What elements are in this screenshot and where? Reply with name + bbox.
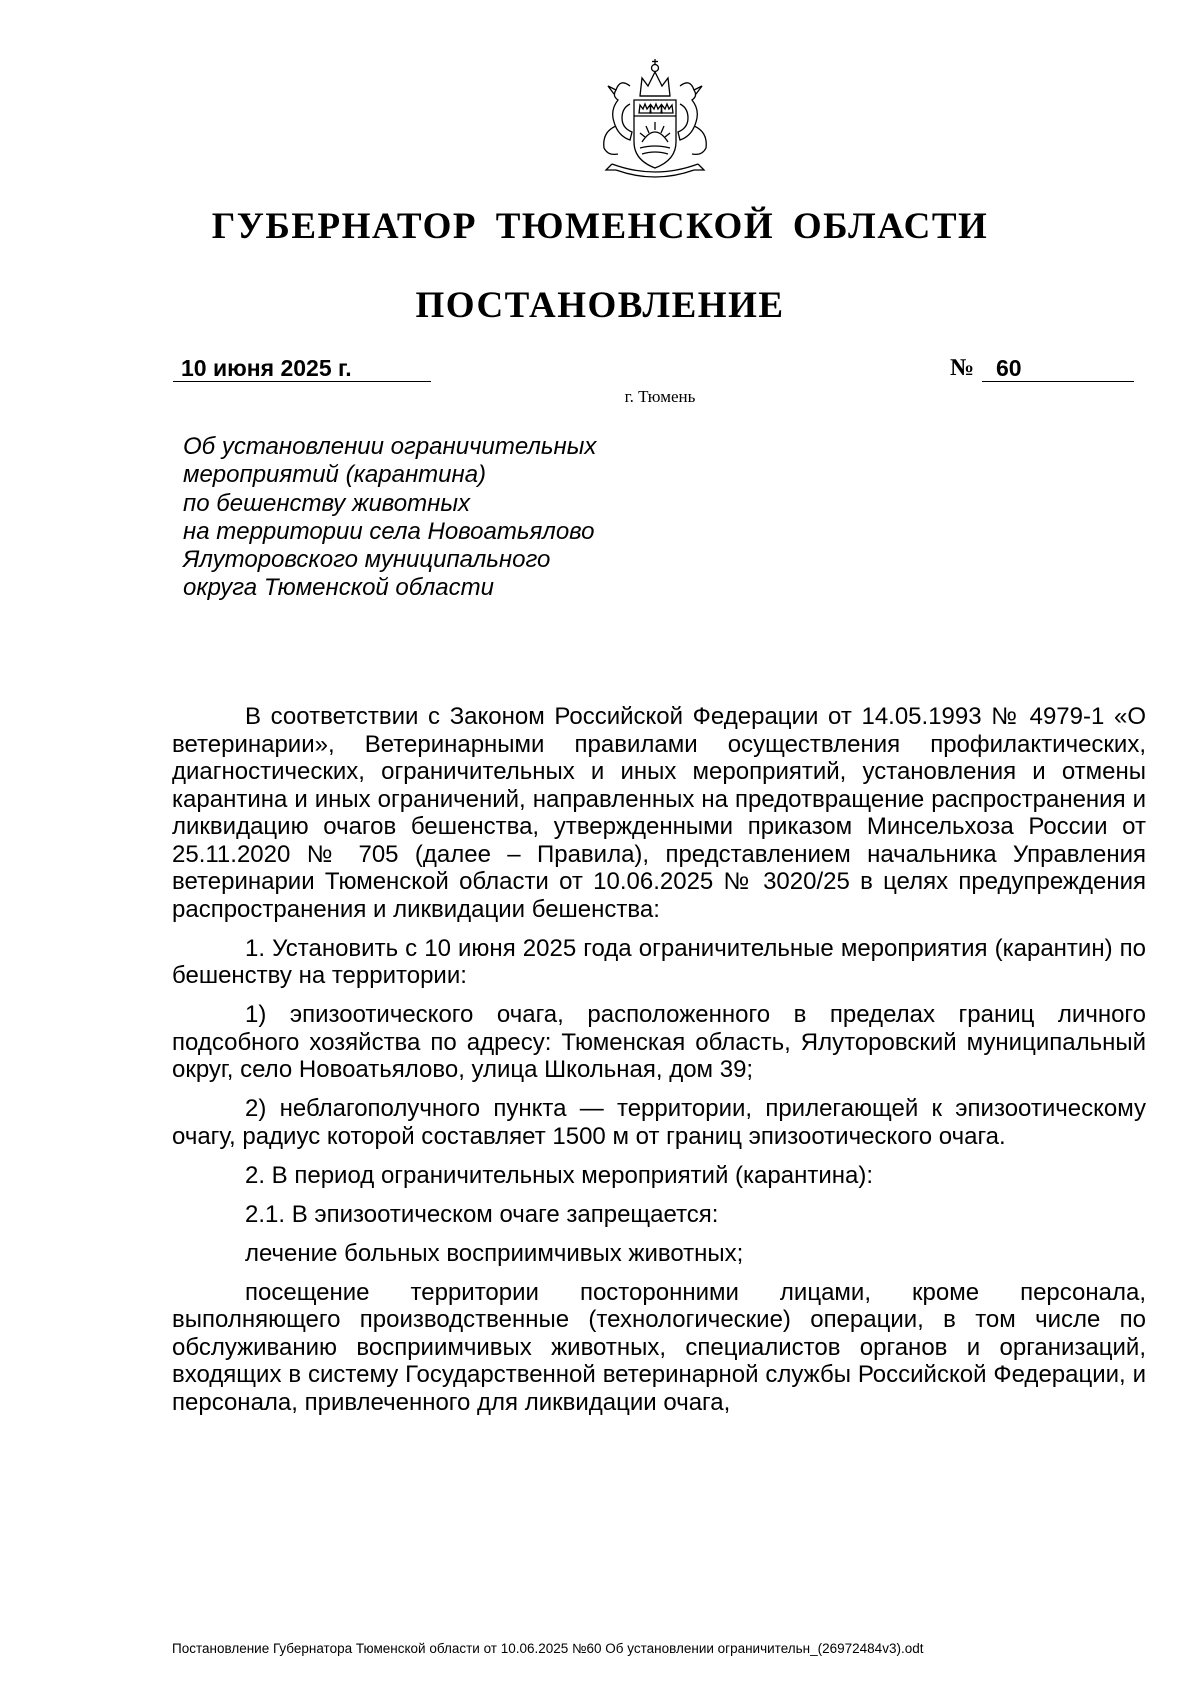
issue-city: г. Тюмень: [624, 387, 696, 406]
clause-2-1-item: лечение больных восприимчивых животных;: [245, 1239, 744, 1267]
document-number: 60: [982, 356, 1134, 382]
subject-line: по бешенству животных: [183, 489, 471, 517]
issuer-title: ГУБЕРНАТОР ТЮМЕНСКОЙ ОБЛАСТИ: [211, 206, 989, 247]
document-type: ПОСТАНОВЛЕНИЕ: [415, 285, 785, 326]
clause-2-1-item: посещение территории посторонними лицами, кроме персонала, выполняющего производственные (технологические) операции, в том числе по обслуживанию восприимчивых животных, специалистов органов и организаций, входящих в систему Государственной ветеринарной службы Российской Федерации, и персонала, привлеченного для ликвидации очага,: [172, 1278, 1146, 1416]
preamble-paragraph: В соответствии с Законом Российской Федерации от 14.05.1993 № 4979-1 «О ветеринарии», Ветеринарными правилами осуществления профилактических, диагностических, ограничительных и иных мероприятий, установления и отмены карантина и иных ограничений, направленных на предотвращение распространения и ликвидацию очагов бешенства, утвержденными приказом Минсельхоза России от 25.11.2020 № 705 (далее – Правила), представлением начальника Управления ветеринарии Тюменской области от 10.06.2025 № 3020/25 в целях предупреждения распространения и ликвидации бешенства:: [172, 703, 1146, 923]
clause-1-1: 1) эпизоотического очага, расположенного в пределах границ личного подсобного хозяйства по адресу: Тюменская область, Ялуторовский муниципальный округ, село Новоатьялово, улица Школьная, дом 39;: [172, 1001, 1146, 1083]
document-date: 10 июня 2025 г.: [173, 356, 431, 382]
subject-line: Об установлении ограничительных: [183, 433, 597, 460]
file-footer: Постановление Губернатора Тюменской области от 10.06.2025 №60 Об установлении ограничительн_(26972484v3).odt: [172, 1641, 924, 1656]
subject-line: округа Тюменской области: [183, 574, 494, 602]
clause-1-2: 2) неблагополучного пункта — территории, прилегающей к эпизоотическому очагу, радиус которой составляет 1500 м от границ эпизоотического очага.: [172, 1095, 1146, 1150]
subject-line: Ялуторовского муниципального: [183, 546, 551, 574]
clause-2: 2. В период ограничительных мероприятий (карантина):: [245, 1161, 874, 1189]
clause-2-1: 2.1. В эпизоотическом очаге запрещается:: [245, 1200, 719, 1228]
subject-line: на территории села Новоатьялово: [183, 517, 595, 545]
coat-of-arms-icon: [590, 56, 720, 184]
subject-line: мероприятий (карантина): [183, 461, 487, 489]
clause-1: 1. Установить с 10 июня 2025 года ограничительные мероприятия (карантин) по бешенству на территории:: [172, 934, 1146, 989]
document-subject: [183, 433, 703, 603]
document-body: [172, 703, 1146, 1428]
number-sign: №: [950, 355, 975, 381]
